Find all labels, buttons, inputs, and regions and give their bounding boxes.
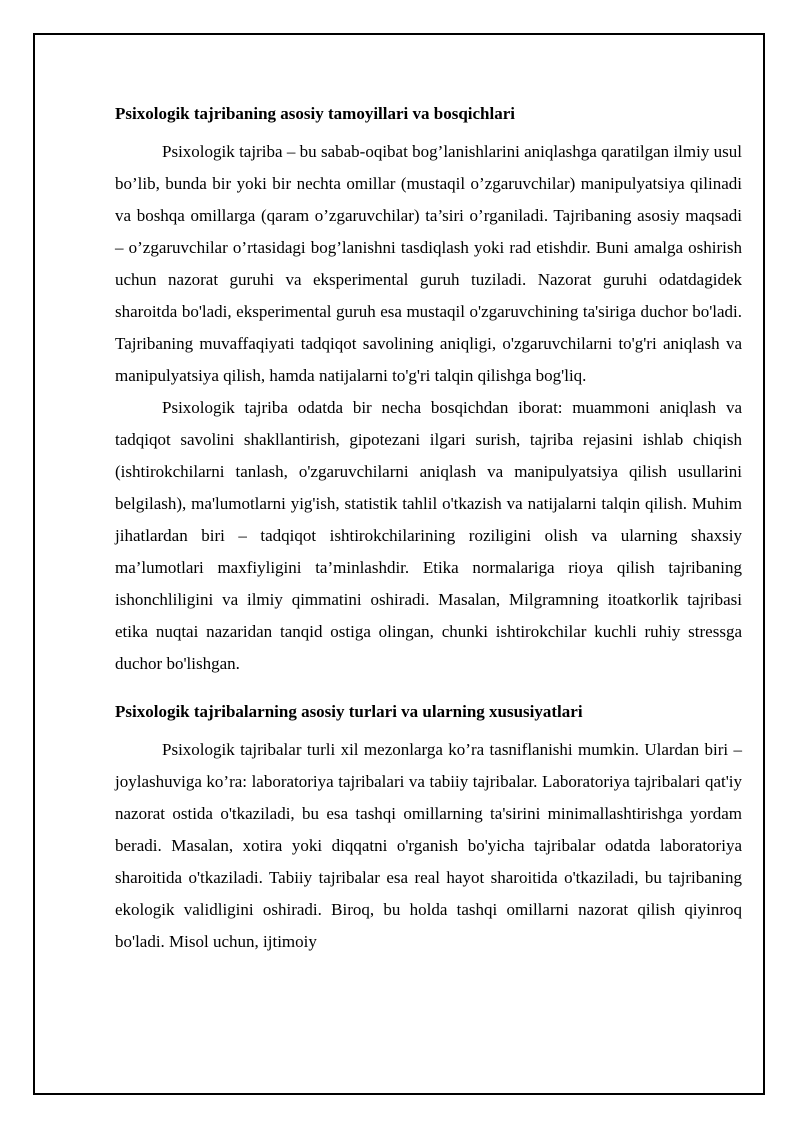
- paragraph-definition: Psixologik tajriba – bu sabab-oqibat bog’lanishlarini aniqlashga qaratilgan ilmiy usul bo’lib, bunda bir yoki bir nechta omillar (mustaqil o’zgaruvchilar) manipulyatsiya qilinadi va boshqa omillarga (qaram o’zgaruvchilar) ta’siri o’rganiladi. Tajribaning asosiy maqsadi – o’zgaruvchilar o’rtasidagi bog’lanishni tasdiqlash yoki rad etishdir. Buni amalga oshirish uchun nazorat guruhi va eksperimental guruh tuziladi. Nazorat guruhi odatdagidek sharoitda bo'ladi, eksperimental guruh esa mustaqil o'zgaruvchining ta'siriga duchor bo'ladi. Tajribaning muvaffaqiyati tadqiqot savolining aniqligi, o'zgaruvchilarni to'g'ri aniqlash va manipulyatsiya qilish, hamda natijalarni to'g'ri talqin qilishga bog'liq.: [115, 142, 742, 385]
- document-body: [115, 98, 742, 958]
- section-heading-types: Psixologik tajribalarning asosiy turlari va ularning xususiyatlari: [115, 702, 583, 721]
- paragraph-types: Psixologik tajribalar turli xil mezonlarga ko’ra tasniflanishi mumkin. Ulardan biri – joylashuviga ko’ra: laboratoriya tajribalari va tabiiy tajribalar. Laboratoriya tajribalari qat'iy nazorat ostida o'tkaziladi, bu esa tashqi omillarning ta'sirini minimallashtirishga yordam beradi. Masalan, xotira yoki diqqatni o'rganish bo'yicha tajribalar odatda laboratoriya sharoitida o'tkaziladi. Tabiiy tajribalar esa real hayot sharoitida o'tkaziladi, bu tajribaning ekologik validligini oshiradi. Biroq, bu holda tashqi omillarni nazorat qilish qiyinroq bo'ladi. Misol uchun, ijtimoiy: [115, 740, 742, 951]
- paragraph-stages: Psixologik tajriba odatda bir necha bosqichdan iborat: muammoni aniqlash va tadqiqot savolini shakllantirish, gipotezani ilgari surish, tajriba rejasini ishlab chiqish (ishtirokchilarni tanlash, o'zgaruvchilarni aniqlash va manipulyatsiya qilish usullarini belgilash), ma'lumotlarni yig'ish, statistik tahlil o'tkazish va natijalarni talqin qilish. Muhim jihatlardan biri – tadqiqot ishtirokchilarining roziligini olish va ularning shaxsiy ma’lumotlari maxfiyligini ta’minlashdir. Etika normalariga rioya qilish tajribaning ishonchliligini va ilmiy qimmatini oshiradi. Masalan, Milgramning itoatkorlik tajribasi etika nuqtai nazaridan tanqid ostiga olingan, chunki ishtirokchilar kuchli ruhiy stressga duchor bo'lishgan.: [115, 398, 742, 673]
- section-heading-principles: Psixologik tajribaning asosiy tamoyillari va bosqichlari: [115, 104, 516, 123]
